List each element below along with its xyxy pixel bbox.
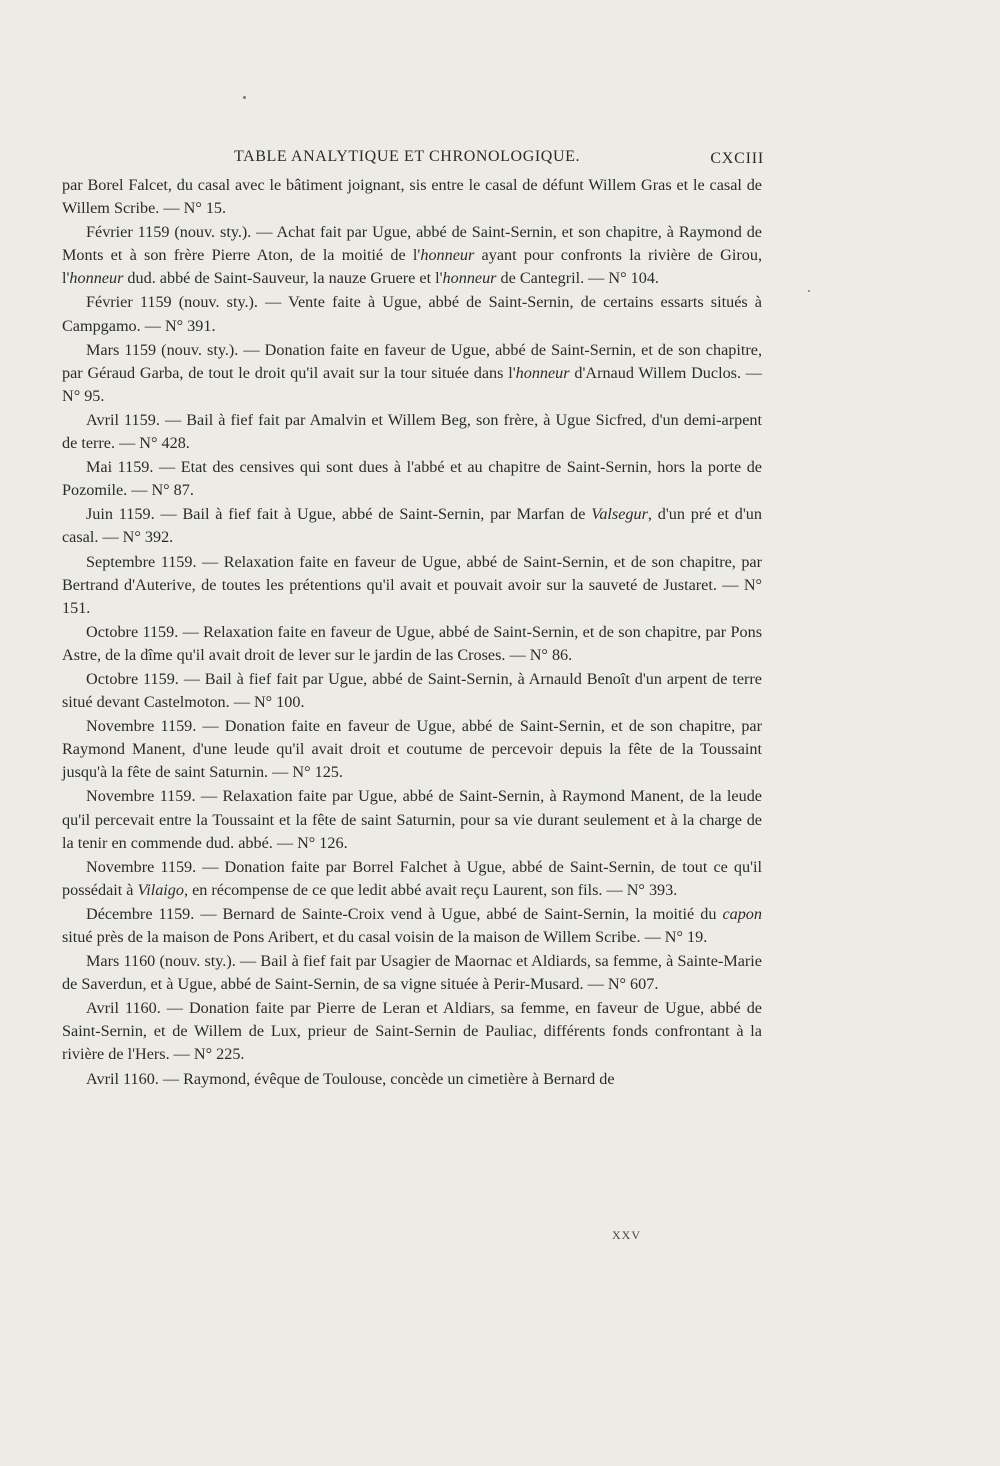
italic-term: Vilaigo xyxy=(137,880,184,899)
entry-text: Avril 1159. — Bail à fief fait par Amalvin et Willem Beg, son frère, à Ugue Sicfred, d'un demi-arpent de terre. — N° 428. xyxy=(62,410,762,453)
signature-mark: XXV xyxy=(612,1228,641,1242)
entry-paragraph xyxy=(62,903,762,949)
page-title: TABLE ANALYTIQUE ET CHRONOLOGIQUE. xyxy=(234,148,581,165)
italic-term: capon xyxy=(722,904,762,923)
entry-text: Novembre 1159. — Donation faite par Borrel Falchet à Ugue, abbé de Saint-Sernin, de tout ce qu'il possédait à xyxy=(62,857,762,899)
entry-text: Juin 1159. — Bail à fief fait à Ugue, abbé de Saint-Sernin, par Marfan de xyxy=(86,505,592,524)
entry-paragraph xyxy=(62,339,762,408)
entry-text: Octobre 1159. — Relaxation faite en faveur de Ugue, abbé de Saint-Sernin, et de son chapitre, par Pons Astre, de la dîme qu'il avait droit de lever sur le jardin de las Croses. — N° 86. xyxy=(62,622,762,664)
entry-text: de Cantegril. — N° 104. xyxy=(496,269,659,288)
entry-text: Avril 1160. — Raymond, évêque de Toulouse, concède un cimetière à Bernard de xyxy=(86,1069,615,1088)
entry-text: , en récompense de ce que ledit abbé avait reçu Laurent, son fils. — N° 393. xyxy=(184,880,678,899)
entry-paragraph xyxy=(62,668,762,714)
entry-paragraph xyxy=(62,621,762,667)
entry-paragraph xyxy=(62,715,762,784)
entry-text: Avril 1160. — Donation faite par Pierre de Leran et Aldiars, sa femme, en faveur de Ugue, abbé de Saint-Sernin, et de Willem de Lux, prieur de Saint-Sernin de Pauliac, différents fonds confrontant à la rivière de l'Hers. — N° 225. xyxy=(62,999,762,1064)
page-number: CXCIII xyxy=(710,150,764,167)
entry-paragraph xyxy=(62,950,762,996)
entry-text: par Borel Falcet, du casal avec le bâtiment joignant, sis entre le casal de défunt Willem Gras et le casal de Willem Scribe. — N° 15. xyxy=(62,176,762,218)
entry-paragraph xyxy=(62,551,762,620)
entry-paragraph xyxy=(62,1068,762,1091)
running-head xyxy=(62,148,762,174)
document-page xyxy=(62,148,762,1091)
entry-text: d'Arnaud Willem Duclos. — N° 95. xyxy=(62,363,762,405)
entry-text: dud. abbé de Saint-Sauveur, la nauze Gruere et l' xyxy=(123,269,443,288)
entry-text: Novembre 1159. — Relaxation faite par Ugue, abbé de Saint-Sernin, à Raymond Manent, de la leude qu'il percevait entre la Toussaint et la fête de saint Saturnin, pour sa vie durant seulement et à la charge de la tenir en commende dud. abbé. — N° 126. xyxy=(62,787,762,852)
entry-text: ayant pour confronts la rivière de Girou, l' xyxy=(62,246,762,288)
body-text xyxy=(62,174,762,1091)
entry-text: situé près de la maison de Pons Aribert, et du casal voisin de la maison de Willem Scribe. — N° 19. xyxy=(62,928,708,946)
entry-paragraph xyxy=(62,503,762,549)
entry-text: Décembre 1159. — Bernard de Sainte-Croix vend à Ugue, abbé de Saint-Sernin, la moitié du xyxy=(86,904,723,923)
entry-paragraph xyxy=(62,291,762,337)
entry-text: Octobre 1159. — Bail à fief fait par Ugue, abbé de Saint-Sernin, à Arnauld Benoît d'un arpent de terre situé devant Castelmoton. — N° 100. xyxy=(62,669,762,712)
entry-paragraph xyxy=(62,409,762,455)
paper-speck xyxy=(808,290,810,292)
entry-text: Novembre 1159. — Donation faite en faveur de Ugue, abbé de Saint-Sernin, et de son chapitre, par Raymond Manent, d'une leude qu'il avait droit et coutume de percevoir depuis la fête de la Toussaint jusqu'à la fête de saint Saturnin. — N° 125. xyxy=(62,717,762,782)
italic-term: honneur xyxy=(442,269,497,288)
entry-text: , d'un pré et d'un casal. — N° 392. xyxy=(62,505,762,547)
entry-paragraph xyxy=(62,456,762,502)
entry-text: Février 1159 (nouv. sty.). — Vente faite à Ugue, abbé de Saint-Sernin, de certains essarts situés à Campgamo. — N° 391. xyxy=(62,293,762,335)
entry-text: Septembre 1159. — Relaxation faite en faveur de Ugue, abbé de Saint-Sernin, et de son chapitre, par Bertrand d'Auterive, de toutes les prétentions qu'il avait et pouvait avoir sur la sauveté de Justaret. — N° 151. xyxy=(62,552,762,617)
entry-paragraph xyxy=(62,785,762,854)
entry-paragraph xyxy=(62,174,762,220)
entry-paragraph xyxy=(62,221,762,290)
italic-term: honneur xyxy=(515,363,570,382)
italic-term: honneur xyxy=(69,269,124,288)
italic-term: honneur xyxy=(420,246,475,265)
entry-text: Février 1159 (nouv. sty.). — Achat fait par Ugue, abbé de Saint-Sernin, et son chapitre, à Raymond de Monts et à son frère Pierre Aton, de la moitié de l' xyxy=(62,223,762,265)
paper-speck xyxy=(243,96,246,99)
entry-paragraph xyxy=(62,856,762,902)
entry-paragraph xyxy=(62,997,762,1066)
entry-text: Mars 1159 (nouv. sty.). — Donation faite en faveur de Ugue, abbé de Saint-Sernin, et de son chapitre, par Géraud Garba, de tout le droit qu'il avait sur la tour située dans l' xyxy=(62,340,762,382)
italic-term: Valsegur xyxy=(591,505,648,524)
entry-text: Mars 1160 (nouv. sty.). — Bail à fief fait par Usagier de Maornac et Aldiards, sa femme, à Sainte-Marie de Saverdun, et à Ugue, abbé de Saint-Sernin, de sa vigne située à Perir-Musard. — N° 607. xyxy=(62,952,762,994)
entry-text: Mai 1159. — Etat des censives qui sont dues à l'abbé et au chapitre de Saint-Sernin, hors la porte de Pozomile. — N° 87. xyxy=(62,458,762,500)
